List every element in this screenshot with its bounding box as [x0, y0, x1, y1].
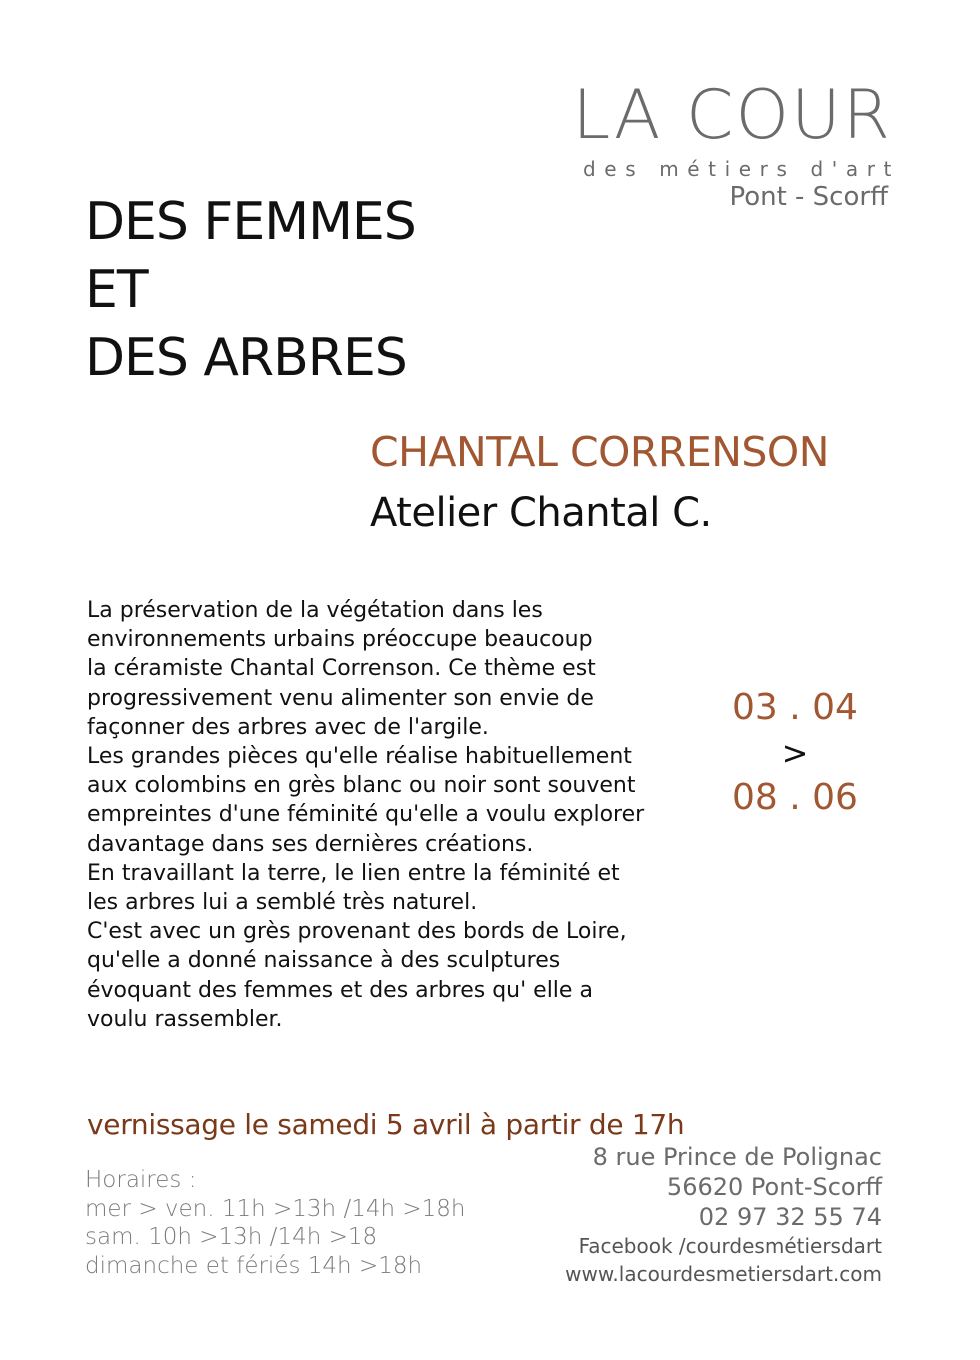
description-line: qu'elle a donné naissance à des sculptures	[87, 948, 561, 974]
hours-line: mer > ven. 11h >13h /14h >18h	[85, 1195, 466, 1222]
description-line: C'est avec un grès provenant des bords de Loire,	[87, 919, 627, 945]
date-separator: >	[781, 734, 809, 772]
end-date: 08 . 06	[732, 777, 858, 818]
atelier-name: Atelier Chantal C.	[370, 490, 712, 536]
logo-title: LA COUR	[572, 76, 892, 155]
description-line: façonner des arbres avec de l'argile.	[87, 714, 489, 740]
description-line: La préservation de la végétation dans les	[87, 598, 543, 623]
logo-subtitle: des métiers d'art	[583, 157, 900, 181]
website-link[interactable]: www.lacourdesmetiersdart.com	[565, 1262, 882, 1286]
description-line: la céramiste Chantal Correnson. Ce thème est	[87, 656, 596, 682]
date-range	[720, 684, 870, 822]
description-line: davantage dans ses dernières créations.	[87, 831, 534, 857]
hours-line: dimanche et fériés 14h >18h	[85, 1252, 423, 1279]
artist-name: CHANTAL CORRENSON	[370, 428, 829, 476]
exhibition-title	[85, 188, 416, 392]
street-address: 8 rue Prince de Polignac	[592, 1143, 882, 1171]
title-line: DES ARBRES	[85, 328, 407, 388]
description-line: Les grandes pièces qu'elle réalise habituellement	[87, 744, 632, 770]
description-line: aux colombins en grès blanc ou noir sont souvent	[87, 773, 636, 799]
description-line: empreintes d'une féminité qu'elle a voulu explorer	[87, 802, 645, 828]
description-line: progressivement venu alimenter son envie de	[87, 685, 594, 711]
logo-city: Pont - Scorff	[729, 182, 888, 212]
description-line: évoquant des femmes et des arbres qu' elle a	[87, 977, 593, 1003]
title-line: ET	[85, 260, 148, 320]
phone-number: 02 97 32 55 74	[698, 1203, 882, 1231]
hours-line: sam. 10h >13h /14h >18	[85, 1224, 378, 1250]
vernissage-text: vernissage le samedi 5 avril à partir de 17h	[87, 1108, 685, 1141]
description-line: les arbres lui a semblé très naturel.	[87, 890, 478, 916]
city-address: 56620 Pont-Scorff	[666, 1173, 882, 1201]
description-line: En travaillant la terre, le lien entre la féminité et	[87, 860, 620, 886]
description	[87, 596, 667, 1034]
start-date: 03 . 04	[732, 687, 858, 728]
facebook-link[interactable]: Facebook /courdesmétiersdart	[578, 1234, 882, 1258]
title-line: DES FEMMES	[85, 192, 416, 252]
description-line: environnements urbains préoccupe beaucoup	[87, 627, 593, 653]
hours-label: Horaires :	[85, 1167, 197, 1193]
address-block	[565, 1142, 882, 1288]
description-line: voulu rassembler.	[87, 1006, 283, 1032]
opening-hours	[85, 1166, 465, 1280]
